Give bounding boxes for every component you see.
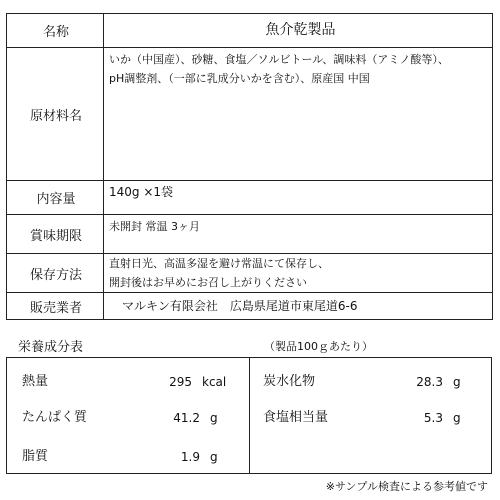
- nutrition-row-protein: [22, 408, 237, 428]
- nutrient-unit: kcal: [202, 375, 227, 389]
- name-key: 名称: [7, 14, 104, 48]
- nutrient-unit: g: [453, 411, 461, 425]
- ingredients-line-2: pH調整剤、（一部に乳成分いかを含む）、原産国 中国: [109, 72, 370, 85]
- ingredients-key: 原材料名: [7, 48, 104, 181]
- nutrient-value: 28.3: [416, 375, 443, 389]
- nutrition-heading: 栄養成分表: [18, 340, 84, 355]
- nutrient-name: たんぱく質: [22, 410, 88, 425]
- label-row-content: [7, 181, 493, 215]
- ingredients-line-1: いか（中国産）、砂糖、食塩／ソルビトール、調味料（アミノ酸等）、: [109, 53, 449, 66]
- nutrition-note: （製品100ｇあたり）: [264, 340, 373, 353]
- content-key: 内容量: [7, 181, 104, 215]
- footnote: ※サンプル検査による参考値です: [325, 480, 488, 493]
- nutrition-column-divider: [249, 358, 250, 473]
- nutrition-row-carbohydrate: [263, 372, 483, 392]
- nutrient-value: 41.2: [173, 411, 200, 425]
- label-row-name: [7, 14, 493, 48]
- nutrient-unit: g: [210, 411, 218, 425]
- nutrient-unit: g: [453, 375, 461, 389]
- nutrient-value: 5.3: [423, 411, 443, 425]
- storage-value: [104, 254, 493, 293]
- nutrient-value: 1.9: [180, 450, 200, 464]
- content-value: 140g ×1袋: [104, 181, 493, 215]
- storage-line-2: 開封後はお早めにお召し上がりください: [109, 276, 307, 289]
- nutrient-name: 熱量: [22, 374, 49, 389]
- nutrient-name: 炭水化物: [263, 374, 316, 389]
- nutrition-table: [6, 357, 492, 474]
- product-label-table: [6, 13, 493, 320]
- label-row-ingredients: [7, 48, 493, 181]
- label-row-storage: [7, 254, 493, 293]
- nutrient-name: 食塩相当量: [263, 410, 329, 425]
- storage-line-1: 直射日光、高温多湿を避け常温にて保存し、: [109, 257, 329, 270]
- nutrition-row-salt: [263, 408, 483, 428]
- seller-key: 販売業者: [7, 293, 104, 320]
- nutrition-row-fat: [22, 447, 237, 467]
- label-row-seller: [7, 293, 493, 320]
- nutrition-row-energy: [22, 372, 237, 392]
- name-value: 魚介乾製品: [104, 14, 493, 48]
- nutrient-name: 脂質: [22, 449, 49, 464]
- expiry-value: 未開封 常温 3ヶ月: [104, 215, 493, 254]
- label-row-expiry: [7, 215, 493, 254]
- nutrient-unit: g: [210, 450, 218, 464]
- nutrient-value: 295: [169, 375, 192, 389]
- storage-key: 保存方法: [7, 254, 104, 293]
- ingredients-value: [104, 48, 493, 181]
- seller-value: マルキン有限会社 広島県尾道市東尾道6-6: [104, 293, 493, 320]
- expiry-key: 賞味期限: [7, 215, 104, 254]
